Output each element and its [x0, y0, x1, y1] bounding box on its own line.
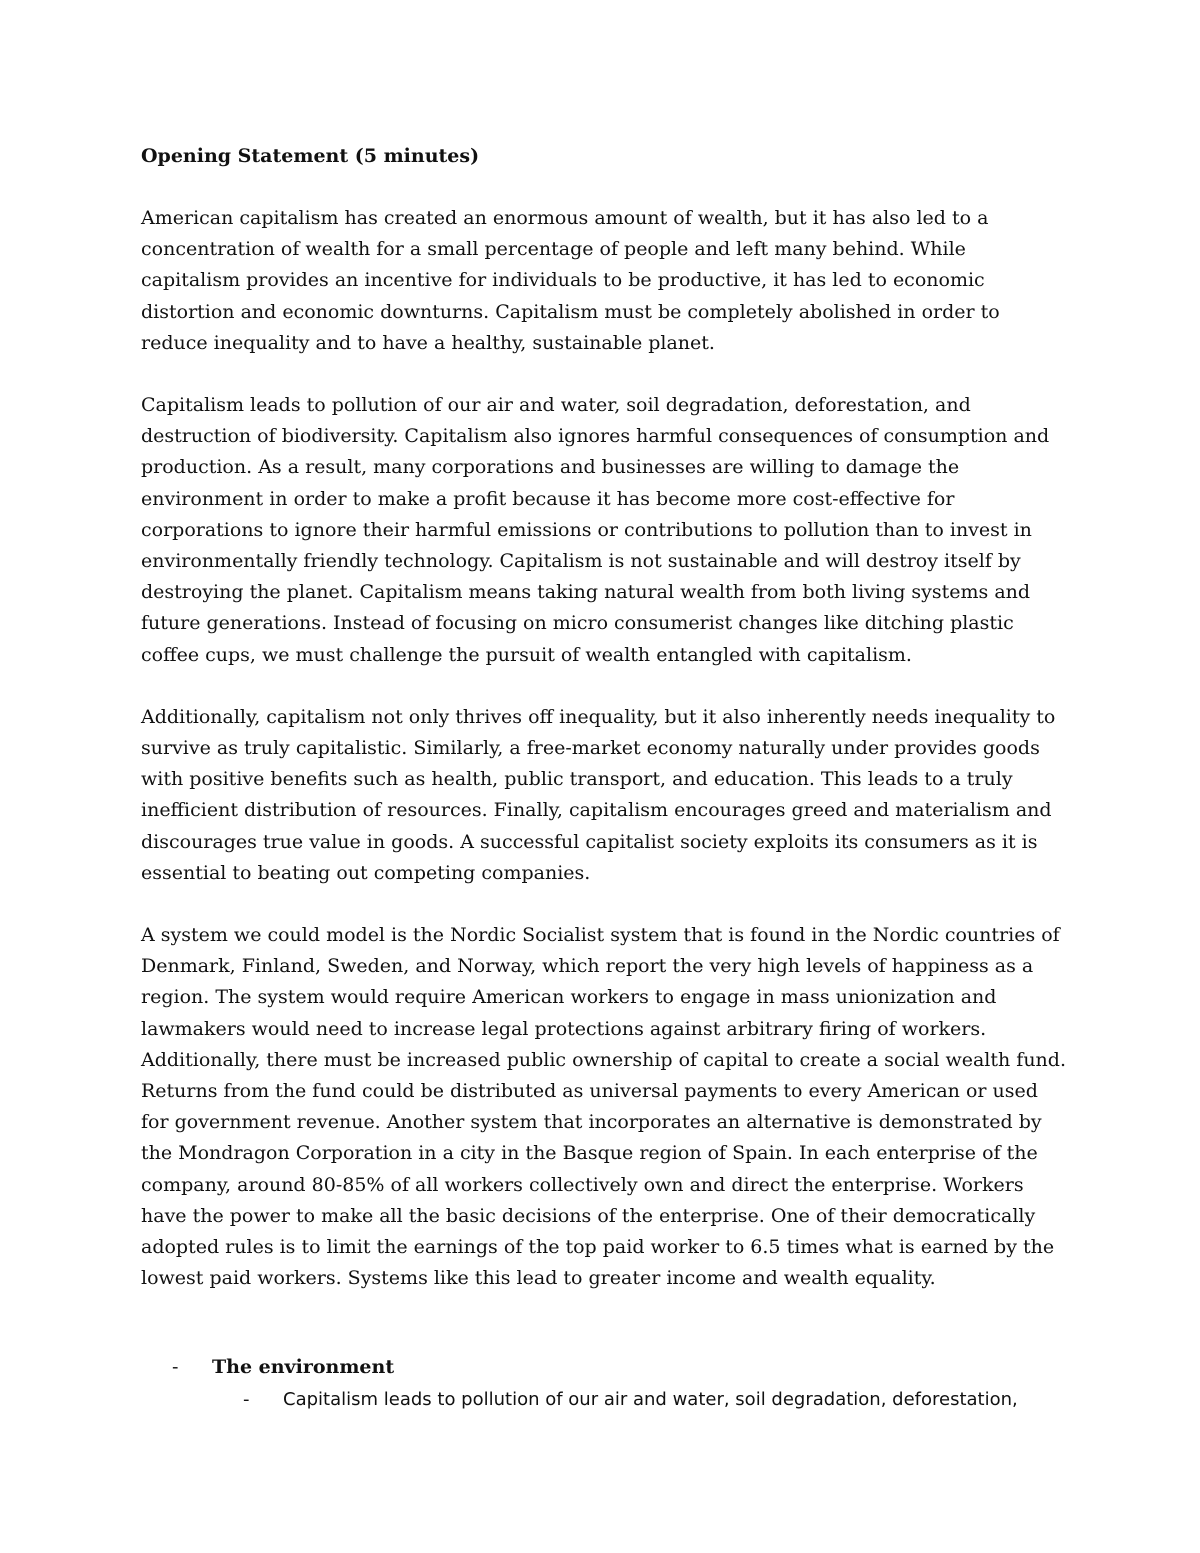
sub-bullet-dash: - [243, 1389, 250, 1410]
paragraph-alternatives: A system we could model is the Nordic Socialist system that is found in the Nordic countries of Denmark, Finland, Sweden, and Norway, which report the very high levels of happiness as a region. The system would require American workers to engage in mass unionization and lawmakers would need to increase legal protections against arbitrary firing of workers. Additionally, there must be increased public ownership of capital to create a social wealth fund. Returns from the fund could be distributed as universal payments to every American or used for government revenue. Another system that incorporates an alternative is demonstrated by the Mondragon Corporation in a city in the Basque region of Spain. In each enterprise of the company, around 80-85% of all workers collectively own and direct the enterprise. Workers have the power to make all the basic decisions of the enterprise. One of their democratically adopted rules is to limit the earnings of the top paid worker to 6.5 times what is earned by the lowest paid workers. Systems like this lead to greater income and wealth equality. [141, 924, 1066, 1290]
sub-bullet-item [243, 1384, 1018, 1415]
bullet-item-environment [172, 1352, 394, 1383]
bullet-heading: The environment [212, 1356, 395, 1378]
paragraph-environment: Capitalism leads to pollution of our air and water, soil degradation, deforestation, and destruction of biodiversity. Capitalism also ignores harmful consequences of consumption and production. As a result, many corporations and businesses are willing to damage the environment in order to make a profit because it has become more cost-effective for corporations to ignore their harmful emissions or contributions to pollution than to invest in environmentally friendly technology. Capitalism is not sustainable and will destroy itself by destroying the planet. Capitalism means taking natural wealth from both living systems and future generations. Instead of focusing on micro consumerist changes like ditching plastic coffee cups, we must challenge the pursuit of wealth entangled with capitalism. [141, 394, 1050, 666]
paragraph-intro: American capitalism has created an enormous amount of wealth, but it has also led to a concentration of wealth for a small percentage of people and left many behind. While capitalism provides an incentive for individuals to be productive, it has led to economic distortion and economic downturns. Capitalism must be completely abolished in order to reduce inequality and to have a healthy, sustainable planet. [141, 207, 1000, 354]
paragraph-inequality: Additionally, capitalism not only thrives off inequality, but it also inherently needs inequality to survive as truly capitalistic. Similarly, a free-market economy naturally under provides goods with positive benefits such as health, public transport, and education. This leads to a truly inefficient distribution of resources. Finally, capitalism encourages greed and materialism and discourages true value in goods. A successful capitalist society exploits its consumers as it is essential to beating out competing companies. [141, 705, 1056, 884]
opening-statement-heading: Opening Statement (5 minutes) [141, 145, 480, 167]
bullet-dash: - [172, 1356, 179, 1378]
sub-bullet-text: Capitalism leads to pollution of our air and water, soil degradation, deforestation, [283, 1389, 1018, 1410]
document-body [141, 141, 1071, 1295]
